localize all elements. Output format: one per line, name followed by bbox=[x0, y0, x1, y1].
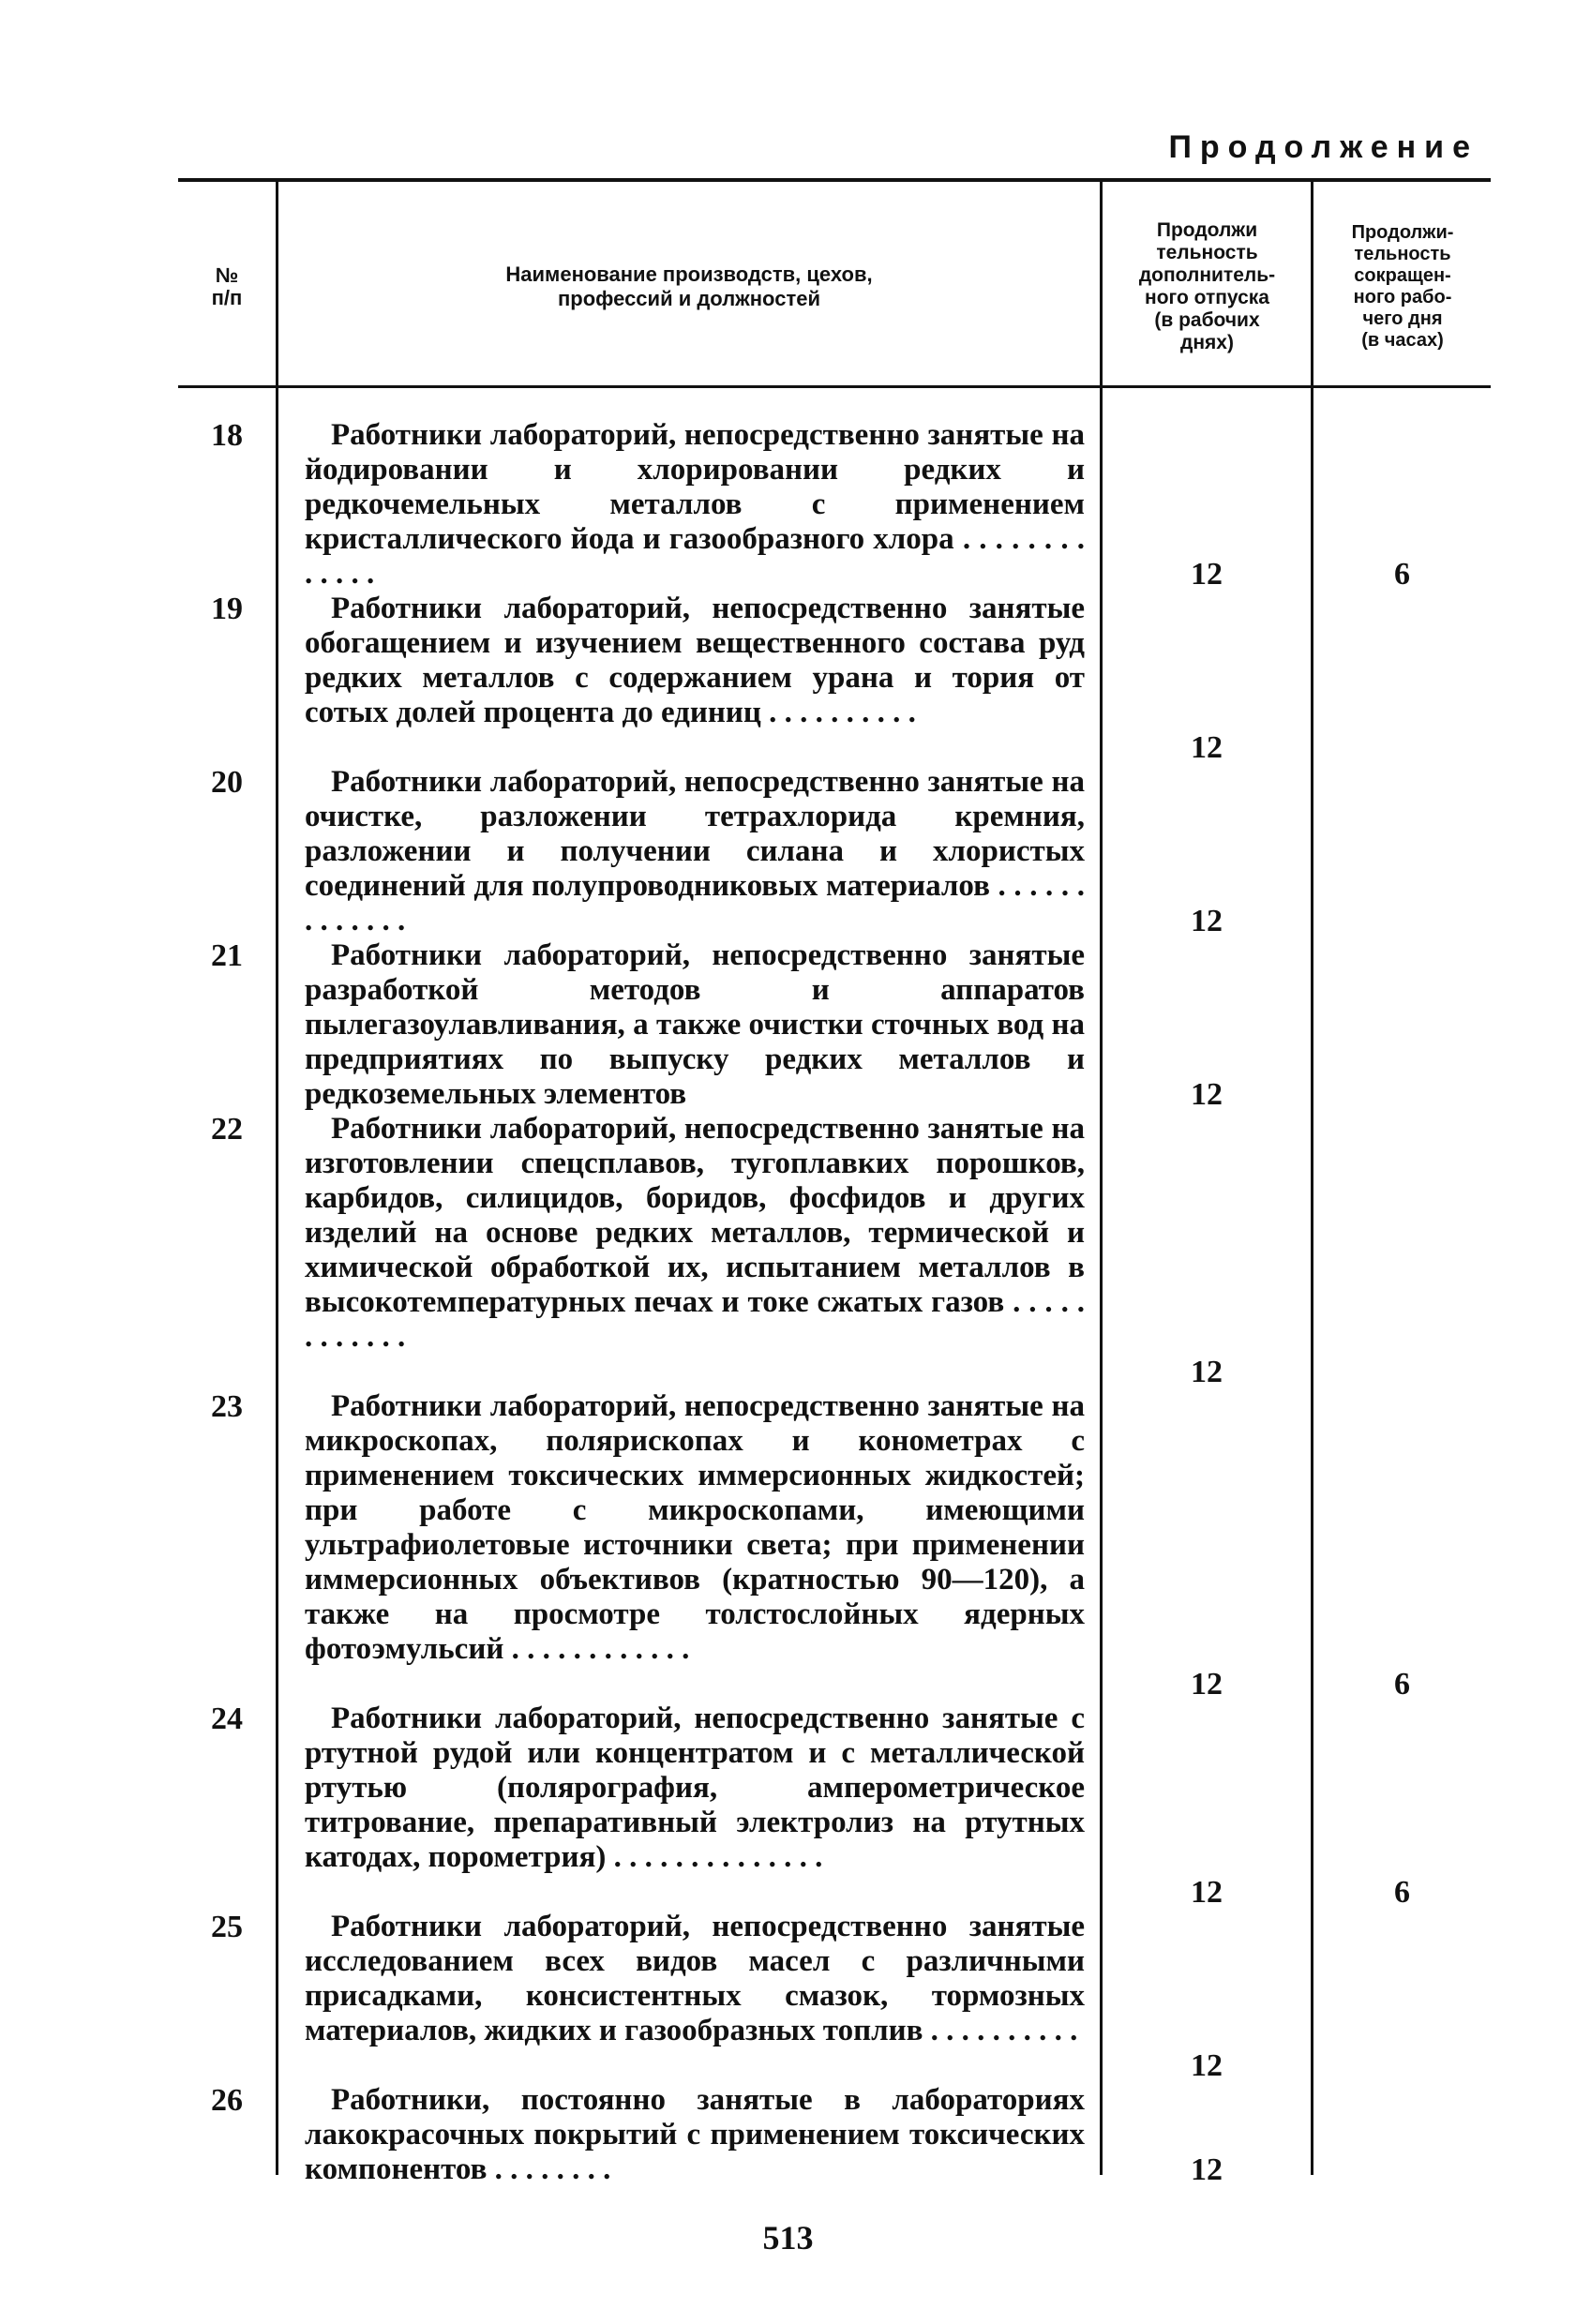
row-leave-days: 12 bbox=[1191, 2048, 1223, 2083]
row-description: Работники лабораторий, непосредственно занятые на изготовлении спецсплавов, тугоплавких порошков, карбидов, силицидов, боридов, фосфидов и других изделий на основе редких металлов, термической и химической обработкой их, испытанием металлов в высокотемпературных печах и токе сжатых газов . . . . . . . . . . . . bbox=[305, 1112, 1085, 1354]
row-number: 22 bbox=[211, 1112, 243, 1147]
row-number: 20 bbox=[211, 765, 243, 800]
row-number: 24 bbox=[211, 1702, 243, 1736]
row-description: Работники лабораторий, непосредственно занятые на йодировании и хлорировании редких и редкочемельных металлов с применением кристаллического йода и газообразного хлора . . . . . . . . . . . . . bbox=[305, 418, 1085, 591]
page-number: 513 bbox=[762, 2219, 814, 2257]
row-description: Работники лабораторий, непосредственно занятые обогащением и изучением вещественного состава руд редких металлов с содержанием урана и тория от сотых долей процента до единиц . . . . . . . . . . bbox=[305, 592, 1085, 729]
row-leave-days: 12 bbox=[1191, 2152, 1223, 2187]
row-number: 18 bbox=[211, 418, 243, 453]
column-divider bbox=[1100, 178, 1103, 2175]
row-number: 23 bbox=[211, 1389, 243, 1424]
row-leave-days: 12 bbox=[1191, 1875, 1223, 1910]
row-number: 25 bbox=[211, 1910, 243, 1944]
row-description: Работники лабораторий, непосредственно занятые на очистке, разложении тетрахлорида кремния, разложении и получении силана и хлористых соединений для полупроводниковых материалов . . . . . . . . . . . . . bbox=[305, 765, 1085, 937]
row-leave-days: 12 bbox=[1191, 557, 1223, 592]
row-leave-days: 12 bbox=[1191, 1667, 1223, 1702]
row-number: 26 bbox=[211, 2083, 243, 2118]
row-leave-days: 12 bbox=[1191, 1077, 1223, 1112]
row-number: 21 bbox=[211, 938, 243, 973]
benefits-table bbox=[178, 178, 1491, 2194]
table-top-rule bbox=[178, 178, 1491, 182]
header-name: Наименование производств, цехов, профессий и должностей bbox=[505, 262, 873, 310]
header-separator-rule bbox=[178, 385, 1491, 388]
row-reduced-hours: 6 bbox=[1394, 557, 1410, 592]
row-reduced-hours: 6 bbox=[1394, 1875, 1410, 1910]
row-leave-days: 12 bbox=[1191, 904, 1223, 938]
row-reduced-hours: 6 bbox=[1394, 1667, 1410, 1702]
column-divider bbox=[276, 178, 278, 2175]
row-description: Работники лабораторий, непосредственно занятые с ртутной рудой или концентратом и с металлической ртутью (полярография, амперометрическое титрование, препаративный электролиз на ртутных катодах, порометрия) . . . . . . . . . . . . . . bbox=[305, 1702, 1085, 1874]
row-description: Работники, постоянно занятые в лабораториях лакокрасочных покрытий с применением токсических компонентов . . . . . . . . bbox=[305, 2083, 1085, 2186]
row-description: Работники лабораторий, непосредственно занятые исследованием всех видов масел с различными присадками, консистентных смазок, тормозных материалов, жидких и газообразных топлив . . . . . . . . . . bbox=[305, 1910, 1085, 2047]
header-number: № п/п bbox=[211, 263, 243, 309]
row-description: Работники лабораторий, непосредственно занятые на микроскопах, поляриcкопах и конометрах с применением токсических иммерсионных жидкостей; при работе с микроскопами, имеющими ультрафиолетовые источники света; при применении иммерсионных объективов (кратностью 90—120), а также на просмотре толстослойных ядерных фотоэмульсий . . . . . . . . . . . . bbox=[305, 1389, 1085, 1666]
row-number: 19 bbox=[211, 592, 243, 626]
row-leave-days: 12 bbox=[1191, 730, 1223, 765]
continuation-label: Продолжение bbox=[1168, 129, 1478, 165]
header-leave-days: Продолжи тельность дополнитель- ного отпуска (в рабочих днях) bbox=[1138, 219, 1276, 353]
row-leave-days: 12 bbox=[1191, 1355, 1223, 1389]
header-reduced-hours: Продолжи- тельность сокращен- ного рабо- чего дня (в часах) bbox=[1351, 222, 1454, 351]
row-description: Работники лабораторий, непосредственно занятые разработкой методов и аппаратов пылегазоулавливания, а также очистки сточных вод на предприятиях по выпуску редких металлов и редкоземельных элементов bbox=[305, 938, 1085, 1111]
